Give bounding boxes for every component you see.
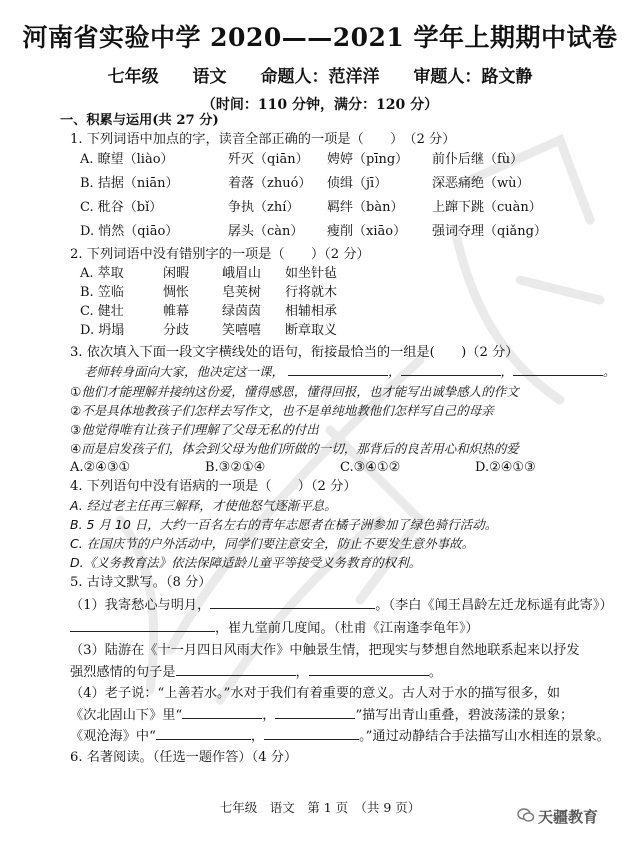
grade-label: 七年级 xyxy=(107,67,159,87)
q3-item-4: ④而是启发孩子们，体会到父母为他们所做的一切，那背后的良苦用心和炽热的爱 xyxy=(70,441,519,456)
q5-line-3: （3）陆游在《十一月四日风雨大作》中触景生情，把现实与梦想自然地联系起来以抒发 xyxy=(70,643,580,658)
q5-line-1-text: （1）我寄愁心与明月， xyxy=(70,598,211,613)
time-score: （时间：110 分钟，满分：120 分） xyxy=(201,97,439,113)
q3-passage-text: 老师转身面向大家，他决定这一课， xyxy=(84,364,285,379)
q6-stem: 6. 名著阅读。（任选一题作答）（4 分） xyxy=(70,750,298,765)
q2-option-a3: 峨眉山 xyxy=(222,266,262,281)
q3-item-2: ②不是具体地教孩子们怎样去写作文，也不是单纯地教他们怎样写自己的母亲 xyxy=(70,403,494,418)
blank-line xyxy=(176,663,296,676)
q1-option-c1: C. 秕谷（bǐ） xyxy=(80,200,163,215)
q4-item-c: C. 在国庆节的户外活动中，同学们要注意安全，防止不要发生意外事故。 xyxy=(70,536,475,551)
q1-option-c2: 争执（zhí） xyxy=(228,200,300,215)
q3-item-3: ③他觉得唯有让孩子们理解了父母无私的付出 xyxy=(70,422,319,437)
q1-option-c4: 上蹿下跳（cuàn） xyxy=(432,200,542,215)
reviewer-label: 审题人：路文静 xyxy=(413,67,533,87)
q1-option-d1: D. 悄然（qiāo） xyxy=(80,224,179,239)
q5-line-6-text: 《观沧海》中“ xyxy=(70,729,156,744)
blank-line xyxy=(275,706,355,719)
q3-stem: 3. 依次填入下面一段文字横线处的语句，衔接最恰当的一组是( )（2 分） xyxy=(70,345,519,360)
blank-line xyxy=(401,363,501,376)
q5-stem: 5. 古诗文默写。（8 分） xyxy=(70,575,212,590)
q2-option-b1: B. 笠临 xyxy=(80,285,124,300)
q3-answer-a: A.②④③① xyxy=(70,460,131,475)
q5-line-6-rest: 。”通过动静结合手法描写山水相连的景象。 xyxy=(359,729,610,744)
q2-option-c1: C. 健壮 xyxy=(80,304,124,319)
q5-line-4: （4）老子说：“上善若水。”水对于我们有着重要的意义。古人对于水的描写很多，如 xyxy=(70,686,561,701)
q2-option-d2: 分歧 xyxy=(163,323,190,338)
blank-line xyxy=(70,619,215,632)
blank-line xyxy=(288,363,388,376)
exam-subheader xyxy=(0,62,640,87)
q1-option-d4: 强词夺理（qiǎng） xyxy=(432,224,547,239)
blank-line xyxy=(210,596,375,609)
q3-answer-c: C.③④①② xyxy=(340,460,401,475)
author-label: 命题人：范洋洋 xyxy=(260,67,380,87)
q5-line-6: 《观沧海》中“ ， 。”通过动静结合手法描写山水相连的景象。 xyxy=(70,729,610,744)
q2-option-b3: 皂荚树 xyxy=(222,285,262,300)
q2-option-b2: 惆怅 xyxy=(163,285,190,300)
q5-line-5-rest: ”描写出青山重叠，碧波荡漾的景象； xyxy=(355,708,574,723)
q4-item-a: A. 经过老主任再三解释，才使他怒气逐渐平息。 xyxy=(70,498,337,513)
section-heading: 一、积累与运用(共 27 分) xyxy=(60,113,219,128)
q2-option-d4: 断章取义 xyxy=(285,323,338,338)
q1-option-a4: 前仆后继（fù） xyxy=(432,152,524,167)
q2-option-d3: 笑嘻嘻 xyxy=(222,323,262,338)
blank-line xyxy=(264,727,359,740)
q1-option-d2: 孱头（càn） xyxy=(228,224,304,239)
q2-option-a1: A. 萃取 xyxy=(80,266,124,281)
q1-option-a1: A. 瞭望（liào） xyxy=(80,152,174,167)
q5-line-3b-text: 强烈感情的句子是 xyxy=(70,665,176,680)
blank-line xyxy=(182,706,262,719)
q2-stem: 2. 下列词语中没有错别字的一项是（ ）（2 分） xyxy=(70,247,370,262)
subject-label: 语文 xyxy=(192,67,227,87)
q5-line-2-text: ，崔九堂前几度闻。（杜甫《江南逢李龟年》） xyxy=(215,621,479,636)
q1-option-b3: 侦缉（jī） xyxy=(327,176,388,191)
q2-option-c2: 帷幕 xyxy=(163,304,190,319)
q3-answer-d: D.②④①③ xyxy=(475,460,536,475)
blank-line xyxy=(309,663,429,676)
exam-title: 河南省实验中学 2020——2021 学年上期期中试卷 xyxy=(22,23,618,52)
page-footer: 七年级 语文 第 1 页 （共 9 页） xyxy=(219,800,421,815)
q1-option-b2: 着落（zhuó） xyxy=(228,176,312,191)
q1-option-a2: 歼灭（qiān） xyxy=(228,152,309,167)
q2-option-a4: 如坐针毡 xyxy=(285,266,338,281)
q4-item-d: D.《义务教育法》依法保障适龄儿童平等接受义务教育的权利。 xyxy=(70,555,422,570)
q1-option-b4: 深恶痛绝（wù） xyxy=(432,176,530,191)
q5-line-2 xyxy=(70,619,479,638)
q4-stem: 4. 下列语句中没有语病的一项是（ ）（2 分） xyxy=(70,479,357,494)
q5-line-5: 《次北固山下》里“ ， ”描写出青山重叠，碧波荡漾的景象； xyxy=(70,708,574,723)
q4-item-b: B. 5 月 10 日，大约一百名左右的青年志愿者在橘子洲参加了绿色骑行活动。 xyxy=(70,517,498,532)
q3-answer-b: B.③②①④ xyxy=(205,460,266,475)
q1-option-a3: 娉婷（pīng） xyxy=(327,152,409,167)
brand-watermark: 天疆教育 xyxy=(538,808,599,826)
q3-item-1: ①他们才能理解并接纳这份爱，懂得感恩，懂得回报，也才能写出诚挚感人的作文 xyxy=(70,384,519,399)
blank-line xyxy=(513,363,603,376)
q2-option-d1: D. 坍塌 xyxy=(80,323,125,338)
q1-option-d3: 瘦削（xiāo） xyxy=(327,224,407,239)
q1-option-c3: 羁绊（bàn） xyxy=(327,200,404,215)
q2-option-c4: 相辅相承 xyxy=(285,304,338,319)
q2-option-a2: 闲暇 xyxy=(163,266,190,281)
q5-line-1-source: 。（李白《闻王昌龄左迁龙标遥有此寄》） xyxy=(375,598,613,613)
q2-option-b4: 行将就木 xyxy=(285,285,338,300)
q5-line-5-text: 《次北固山下》里“ xyxy=(70,708,183,723)
q1-stem: 1. 下列词语中加点的字，读音全部正确的一项是（ ） （2 分） xyxy=(70,132,456,147)
q3-passage: 老师转身面向大家，他决定这一课， ， ， 。 xyxy=(84,364,616,379)
q1-option-b1: B. 拮据（niān） xyxy=(80,176,179,191)
wechat-icon xyxy=(517,806,535,824)
q5-line-3b: 强烈感情的句子是 ， 。 xyxy=(70,665,442,680)
q5-line-1 xyxy=(70,596,613,615)
blank-line xyxy=(156,727,251,740)
q2-option-c3: 绿茵茵 xyxy=(222,304,262,319)
